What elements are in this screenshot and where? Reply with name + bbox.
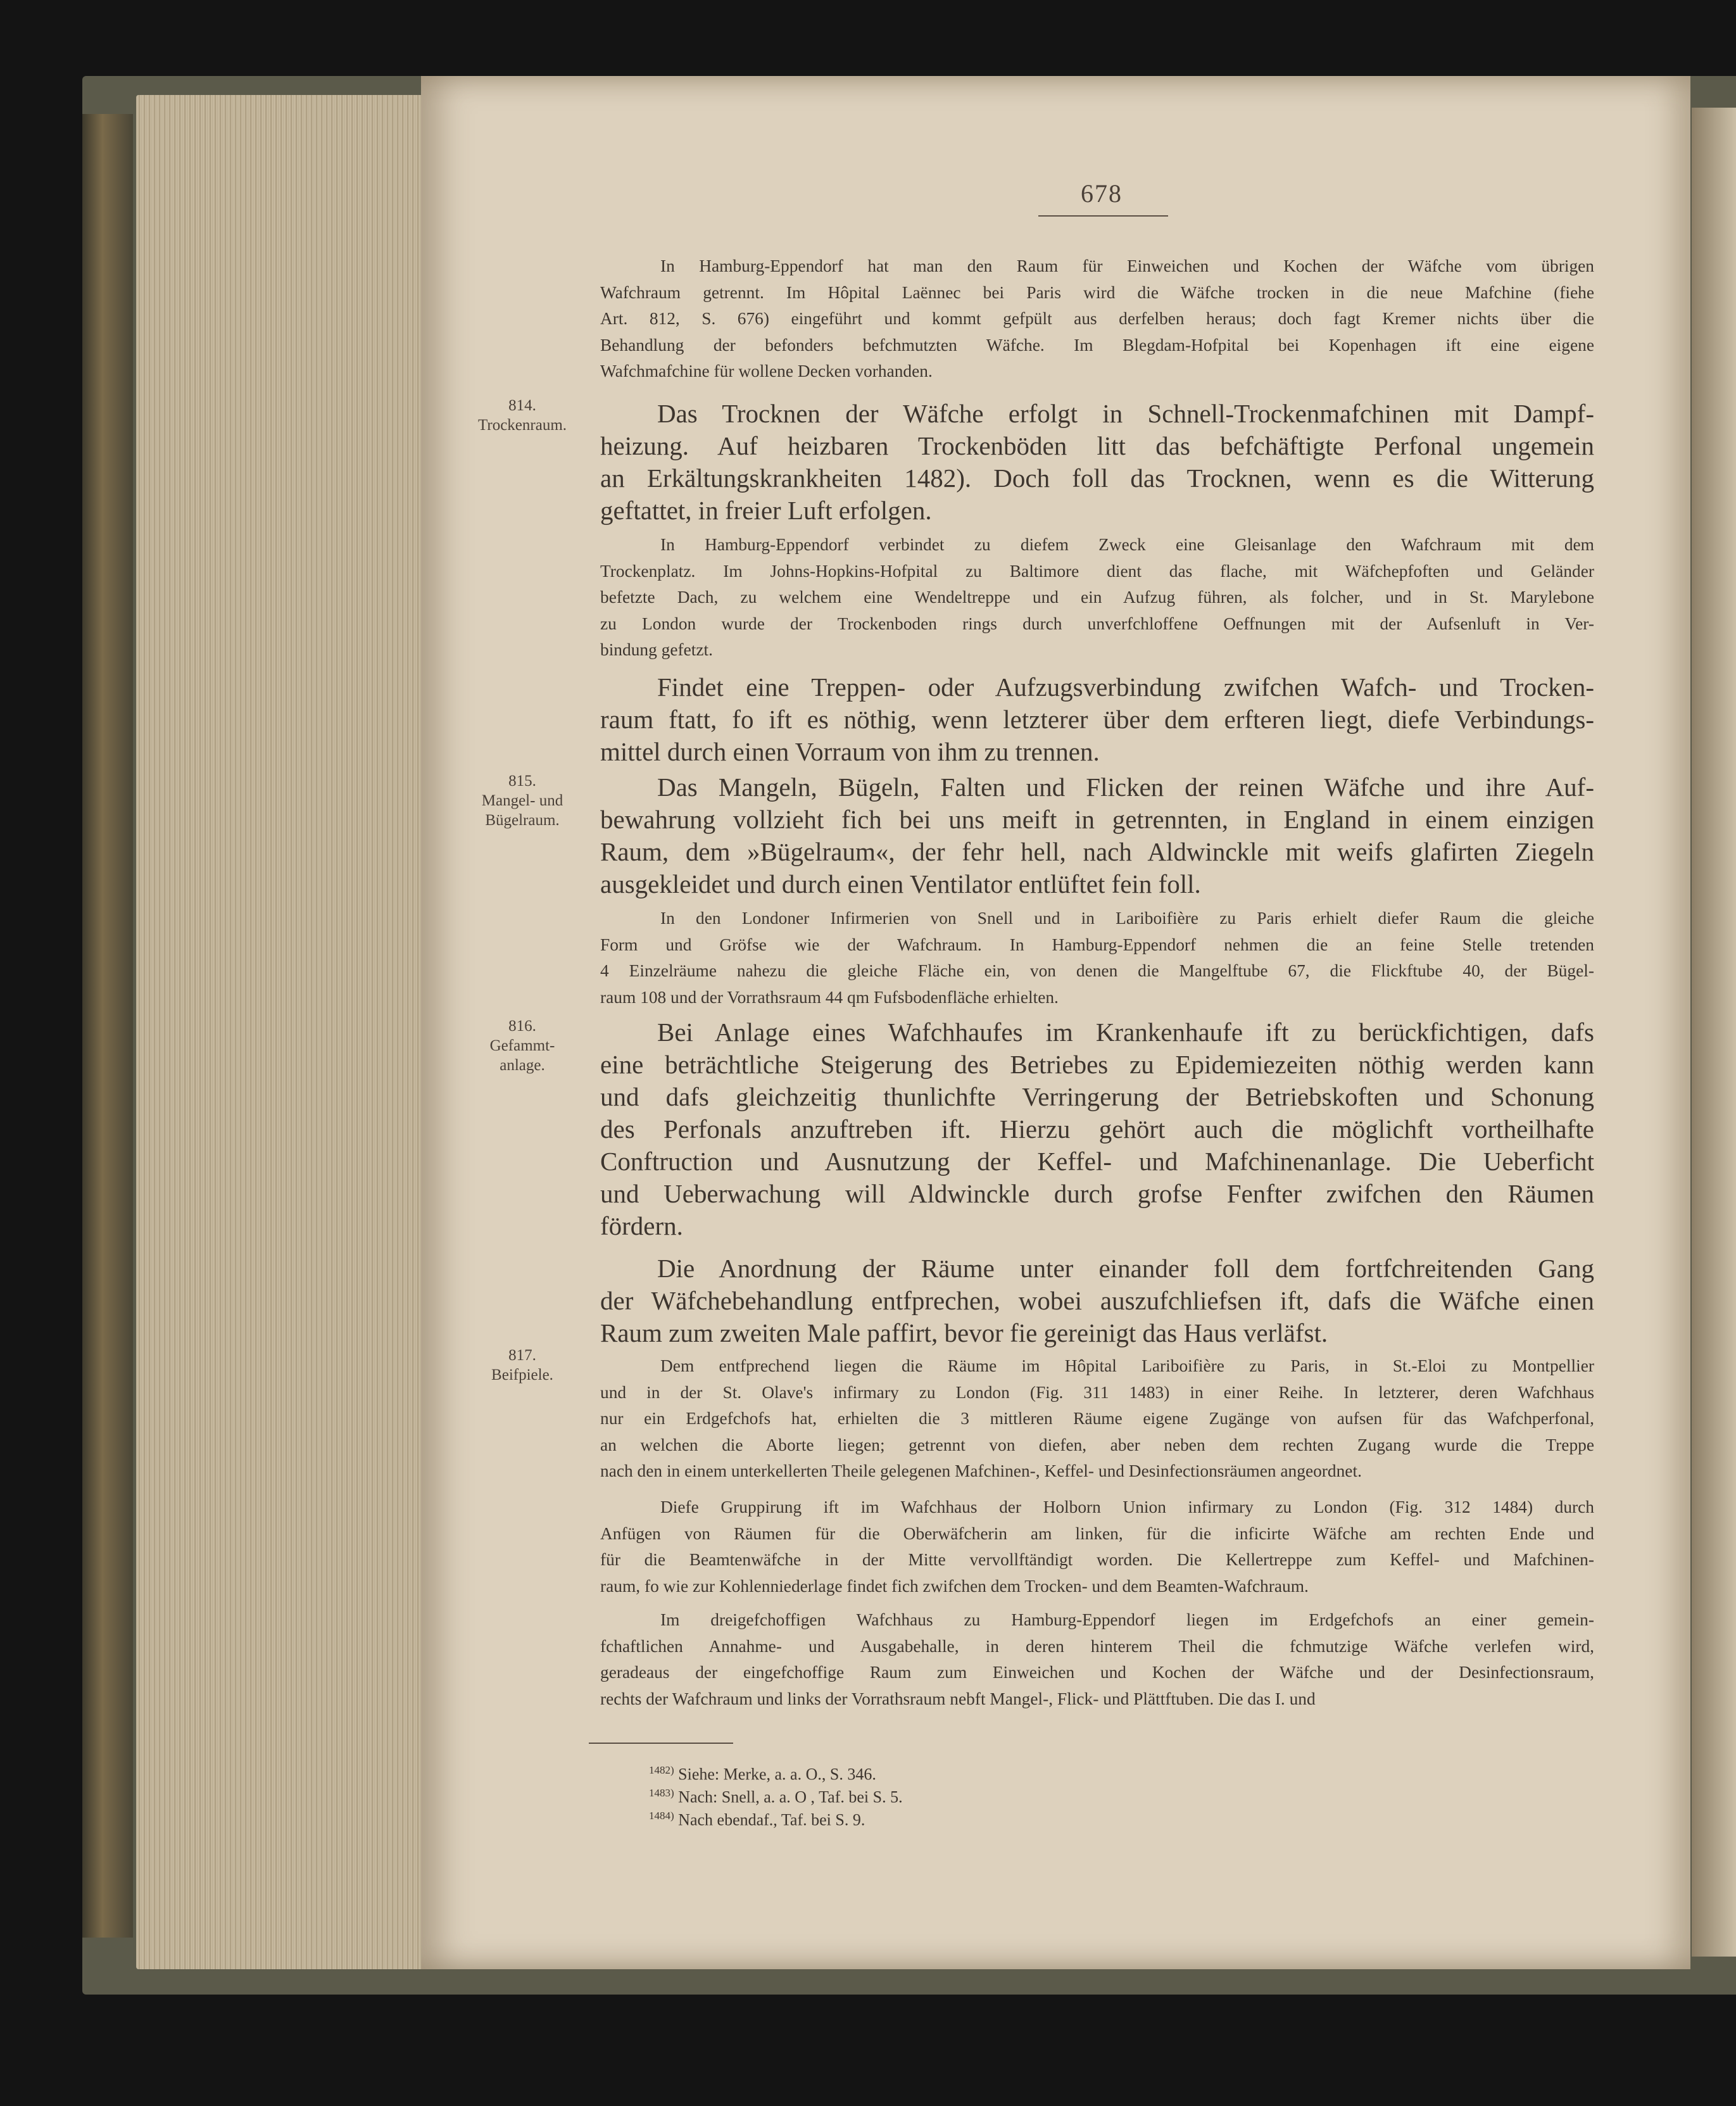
footnote-number: 1484): [649, 1810, 674, 1822]
footnote-1484: [649, 1805, 865, 1832]
margin-note-number: 816.: [508, 1018, 536, 1035]
text-line: ausgekleidet und durch einen Ventilator entlüftet fein foll.: [600, 869, 1201, 899]
text-line: Diefe Gruppirung ift im Wafchhaus der Holborn Union infirmary zu London (Fig. 312 1484) durch: [660, 1498, 1594, 1516]
margin-note-817: [456, 1346, 589, 1385]
paragraph-small: [600, 253, 1594, 385]
text-line: eine beträchtliche Steigerung des Betriebes zu Epidemiezeiten nöthig werden kann: [600, 1050, 1594, 1079]
text-line: Findet eine Treppen- oder Aufzugsverbindung zwifchen Wafch- und Trocken-: [657, 672, 1594, 702]
margin-note-label: Mangel- und Bügelraum.: [481, 792, 563, 829]
text-line: an Erkältungskrankheiten 1482). Doch foll das Trocknen, wenn es die Witterung: [600, 463, 1594, 493]
paragraph-large: [600, 771, 1594, 900]
text-line: bewahrung vollzieht fich bei uns meift in getrennten, in England in einem einzigen: [600, 805, 1594, 834]
text-line: Das Trocknen der Wäfche erfolgt in Schnell-Trockenmafchinen mit Dampf-: [657, 399, 1594, 428]
paragraph-small: [600, 1494, 1594, 1599]
margin-note-number: 817.: [508, 1347, 536, 1364]
text-line: raum ftatt, fo ift es nöthig, wenn letzterer über dem erfteren liegt, diefe Verbindungs-: [600, 705, 1594, 734]
margin-note-label: Gefammt- anlage.: [489, 1037, 555, 1074]
book-spine: [82, 114, 133, 1938]
text-line: befetzte Dach, zu welchem eine Wendeltreppe und ein Aufzug führen, als folcher, und in St. Marylebone: [600, 588, 1594, 607]
text-line: Das Mangeln, Bügeln, Falten und Flicken der reinen Wäfche und ihre Auf-: [657, 772, 1594, 802]
text-line: raum, fo wie zur Kohlenniederlage findet fich zwifchen dem Trocken- und dem Beamten-Wafchraum.: [600, 1576, 1309, 1596]
text-line: Form und Gröfse wie der Wafchraum. In Hamburg-Eppendorf nehmen die an feine Stelle tretenden: [600, 935, 1594, 954]
text-line: In Hamburg-Eppendorf hat man den Raum für Einweichen und Kochen der Wäfche vom übrigen: [660, 256, 1594, 275]
text-line: geftattet, in freier Luft erfolgen.: [600, 496, 932, 525]
page-edges: [136, 95, 421, 1969]
paragraph-small: [600, 1607, 1594, 1712]
text-line: Dem entfprechend liegen die Räume im Hôpital Lariboifière zu Paris, in St.-Eloi zu Montpellier: [660, 1356, 1594, 1375]
paragraph-small: [600, 905, 1594, 1011]
margin-note-816: [456, 1016, 589, 1075]
margin-note-number: 814.: [508, 397, 536, 414]
text-line: zu London wurde der Trockenboden rings durch unverfchloffene Oeffnungen mit der Aufsenluft in Ver-: [600, 614, 1594, 633]
footnote-number: 1483): [649, 1787, 674, 1799]
text-line: 4 Einzelräume nahezu die gleiche Fläche ein, von denen die Mangelftube 67, die Flickftube 40, der Bügel-: [600, 961, 1594, 980]
margin-note-number: 815.: [508, 772, 536, 790]
text-line: Wafchraum getrennt. Im Hôpital Laënnec bei Paris wird die Wäfche trocken in die neue Mafchine (fiehe: [600, 282, 1594, 302]
text-line: Conftruction und Ausnutzung der Keffel- und Mafchinenanlage. Die Ueberficht: [600, 1147, 1594, 1176]
text-line: nach den in einem unterkellerten Theile gelegenen Mafchinen-, Keffel- und Desinfectionsräumen angeordnet.: [600, 1461, 1362, 1480]
text-line: In Hamburg-Eppendorf verbindet zu diefem Zweck eine Gleisanlage den Wafchraum mit dem: [660, 535, 1594, 554]
text-line: an welchen die Aborte liegen; getrennt von diefen, aber neben dem rechten Zugang wurde die Treppe: [600, 1435, 1594, 1454]
text-line: der Wäfchebehandlung entfprechen, wobei auszufchliefsen ift, dafs die Wäfche einen: [600, 1286, 1594, 1315]
text-line: rechts der Wafchraum und links der Vorrathsraum nebft Mangel-, Flick- und Plättftuben. Die das I. und: [600, 1689, 1316, 1708]
paragraph-large: [600, 1016, 1594, 1242]
footnote-rule: [589, 1743, 733, 1744]
text-line: für die Beamtenwäfche in der Mitte vervollftändigt worden. Die Kellertreppe zum Keffel- und Mafchinen-: [600, 1550, 1594, 1569]
text-line: fchaftlichen Annahme- und Ausgabehalle, in deren hinterem Theil die fchmutzige Wäfche verlefen wird,: [600, 1636, 1594, 1656]
page-number: 678: [1081, 179, 1123, 208]
text-line: Raum zum zweiten Male paffirt, bevor fie gereinigt das Haus verläfst.: [600, 1318, 1328, 1347]
text-line: mittel durch einen Vorraum von ihm zu trennen.: [600, 737, 1100, 766]
text-line: des Perfonals anzuftreben ift. Hierzu gehört auch die möglichft vortheilhafte: [600, 1114, 1594, 1144]
paragraph-large: [600, 671, 1594, 768]
text-line: raum 108 und der Vorrathsraum 44 qm Fufsbodenfläche erhielten.: [600, 987, 1059, 1007]
footnote-number: 1482): [649, 1764, 674, 1776]
text-line: Art. 812, S. 676) eingeführt und kommt gefpült aus derfelben heraus; doch fagt Kremer nichts über die: [600, 309, 1594, 328]
text-line: Behandlung der befonders befchmutzten Wäfche. Im Blegdam-Hofpital bei Kopenhagen ift eine eigene: [600, 335, 1594, 355]
paragraph-large: [600, 398, 1594, 527]
margin-note-815: [456, 771, 589, 830]
paragraph-large: [600, 1252, 1594, 1349]
footnote-text: Siehe: Merke, a. a. O., S. 346.: [678, 1765, 876, 1784]
text-line: Wafchmafchine für wollene Decken vorhanden.: [600, 362, 933, 381]
text-line: geradeaus der eingefchoffige Raum zum Einweichen und Kochen der Wäfche und der Desinfectionsraum,: [600, 1663, 1594, 1682]
margin-note-label: Trockenraum.: [477, 417, 567, 434]
text-line: Anfügen von Räumen für die Oberwäfcherin am linken, für die inficirte Wäfche am rechten Ende und: [600, 1523, 1594, 1543]
text-line: nur ein Erdgefchofs hat, erhielten die 3 mittleren Räume eigene Zugänge von aufsen für das Wafchperfonal,: [600, 1409, 1594, 1428]
text-line: Trockenplatz. Im Johns-Hopkins-Hofpital zu Baltimore dient das flache, mit Wäfchepfoften und Geländer: [600, 561, 1594, 581]
margin-note-814: [456, 396, 589, 435]
paragraph-small: [600, 1353, 1594, 1485]
text-line: und in der St. Olave's infirmary zu London (Fig. 311 1483) in einer Reihe. In letzterer, deren Wafchhaus: [600, 1382, 1594, 1402]
paragraph-small: [600, 532, 1594, 664]
footnote-text: Nach: Snell, a. a. O , Taf. bei S. 5.: [678, 1788, 903, 1806]
text-line: In den Londoner Infirmerien von Snell und in Lariboifière zu Paris erhielt diefer Raum die gleiche: [660, 909, 1594, 928]
text-line: Die Anordnung der Räume unter einander foll dem fortfchreitenden Gang: [657, 1254, 1594, 1283]
text-line: und dafs gleichzeitig thunlichfte Verringerung der Betriebskoften und Schonung: [600, 1082, 1594, 1111]
text-line: heizung. Auf heizbaren Trockenböden litt das befchäftigte Perfonal ungemein: [600, 431, 1594, 460]
next-page-edge: [1692, 108, 1736, 1957]
text-line: Im dreigefchoffigen Wafchhaus zu Hamburg-Eppendorf liegen im Erdgefchofs an einer gemein-: [660, 1610, 1594, 1629]
text-line: Bei Anlage eines Wafchhaufes im Krankenhaufe ift zu berückfichtigen, dafs: [657, 1018, 1594, 1047]
text-line: Raum, dem »Bügelraum«, der fehr hell, nach Aldwinckle mit weifs glafirten Ziegeln: [600, 837, 1594, 866]
text-line: fördern.: [600, 1211, 683, 1240]
text-line: bindung gefetzt.: [600, 640, 713, 659]
text-line: und Ueberwachung will Aldwinckle durch grofse Fenfter zwifchen den Räumen: [600, 1179, 1594, 1208]
header-rule: [1038, 215, 1168, 217]
margin-note-label: Beifpiele.: [491, 1366, 553, 1384]
footnote-text: Nach ebendaf., Taf. bei S. 9.: [678, 1810, 865, 1829]
